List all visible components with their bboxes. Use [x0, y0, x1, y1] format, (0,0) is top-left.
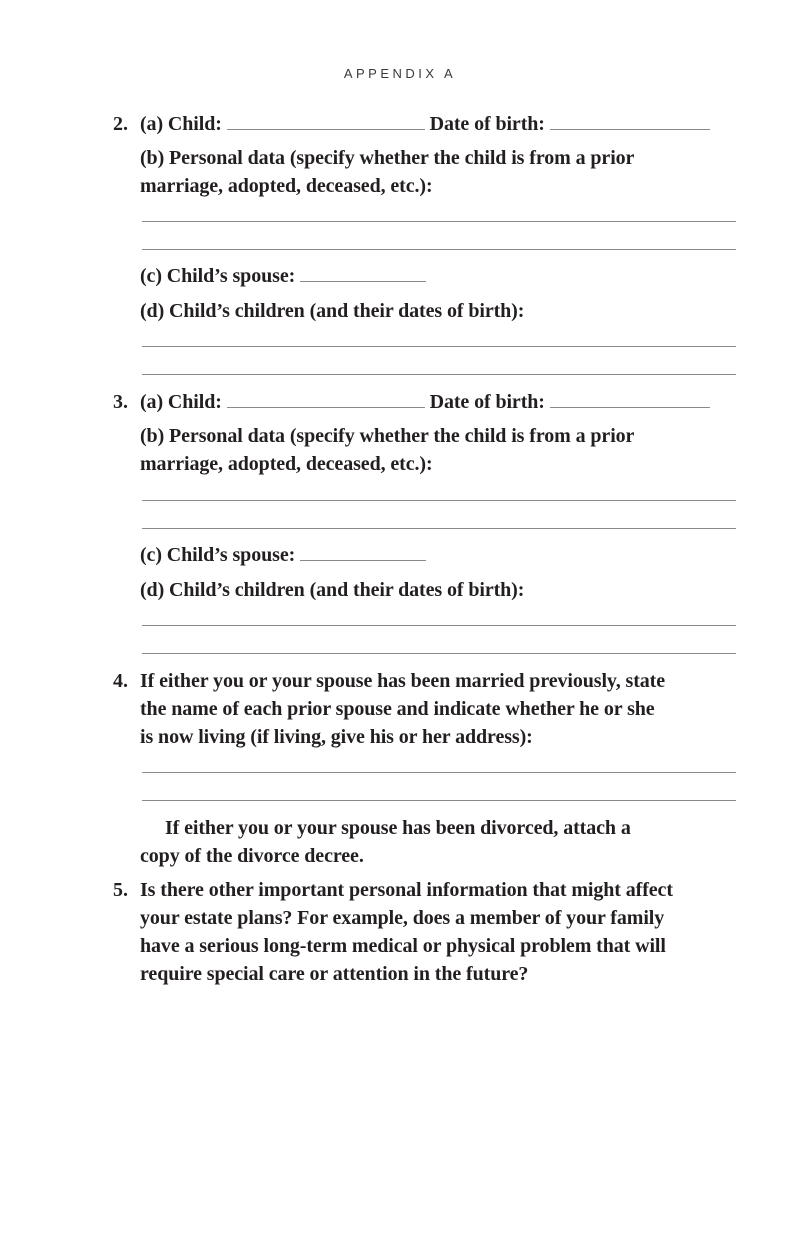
child-label: (a) Child:: [140, 113, 222, 135]
question-text-line: require special care or attention in the future?: [140, 963, 529, 985]
child-row: [140, 110, 710, 138]
question-number: 3.: [113, 391, 128, 413]
personal-data-field-line[interactable]: [142, 528, 736, 529]
child-label: (a) Child:: [140, 391, 222, 413]
dob-label: Date of birth:: [429, 113, 545, 135]
question-text-line: Is there other important personal information that might affect: [140, 879, 673, 901]
question-text-line: your estate plans? For example, does a member of your family: [140, 907, 665, 929]
child-row: [140, 388, 710, 416]
child-spouse-field[interactable]: [300, 542, 426, 561]
question-text-line: If either you or your spouse has been married previously, state: [140, 670, 666, 692]
personal-data-label-line1: (b) Personal data (specify whether the child is from a prior: [140, 147, 635, 169]
child-name-field[interactable]: [227, 111, 425, 130]
spouse-row: [140, 262, 426, 290]
dob-field[interactable]: [550, 111, 710, 130]
personal-data-field-line[interactable]: [142, 221, 736, 222]
prior-spouse-field-line[interactable]: [142, 772, 736, 773]
child-spouse-label: (c) Child’s spouse:: [140, 265, 296, 287]
personal-data-label-line1: (b) Personal data (specify whether the child is from a prior: [140, 425, 635, 447]
question-number: 2.: [113, 113, 128, 135]
child-spouse-field[interactable]: [300, 263, 426, 282]
child-children-field-line[interactable]: [142, 346, 736, 347]
child-children-field-line[interactable]: [142, 625, 736, 626]
spouse-row: [140, 541, 426, 569]
question-number: 4.: [113, 670, 128, 692]
question-number: 5.: [113, 879, 128, 901]
child-children-field-line[interactable]: [142, 653, 736, 654]
prior-spouse-field-line[interactable]: [142, 800, 736, 801]
divorce-note-line: If either you or your spouse has been divorced, attach a: [165, 817, 631, 839]
personal-data-label-line2: marriage, adopted, deceased, etc.):: [140, 453, 433, 475]
personal-data-label-line2: marriage, adopted, deceased, etc.):: [140, 175, 433, 197]
question-text-line: have a serious long-term medical or physical problem that will: [140, 935, 666, 957]
child-children-label: (d) Child’s children (and their dates of birth):: [140, 579, 525, 601]
child-children-label: (d) Child’s children (and their dates of birth):: [140, 300, 525, 322]
personal-data-field-line[interactable]: [142, 500, 736, 501]
personal-data-field-line[interactable]: [142, 249, 736, 250]
child-children-field-line[interactable]: [142, 374, 736, 375]
dob-field[interactable]: [550, 389, 710, 408]
dob-label: Date of birth:: [429, 391, 545, 413]
divorce-note-line: copy of the divorce decree.: [140, 845, 364, 867]
child-spouse-label: (c) Child’s spouse:: [140, 544, 296, 566]
question-text-line: the name of each prior spouse and indicate whether he or she: [140, 698, 655, 720]
question-text-line: is now living (if living, give his or her address):: [140, 726, 533, 748]
child-name-field[interactable]: [227, 389, 425, 408]
page-header: APPENDIX A: [343, 66, 457, 81]
